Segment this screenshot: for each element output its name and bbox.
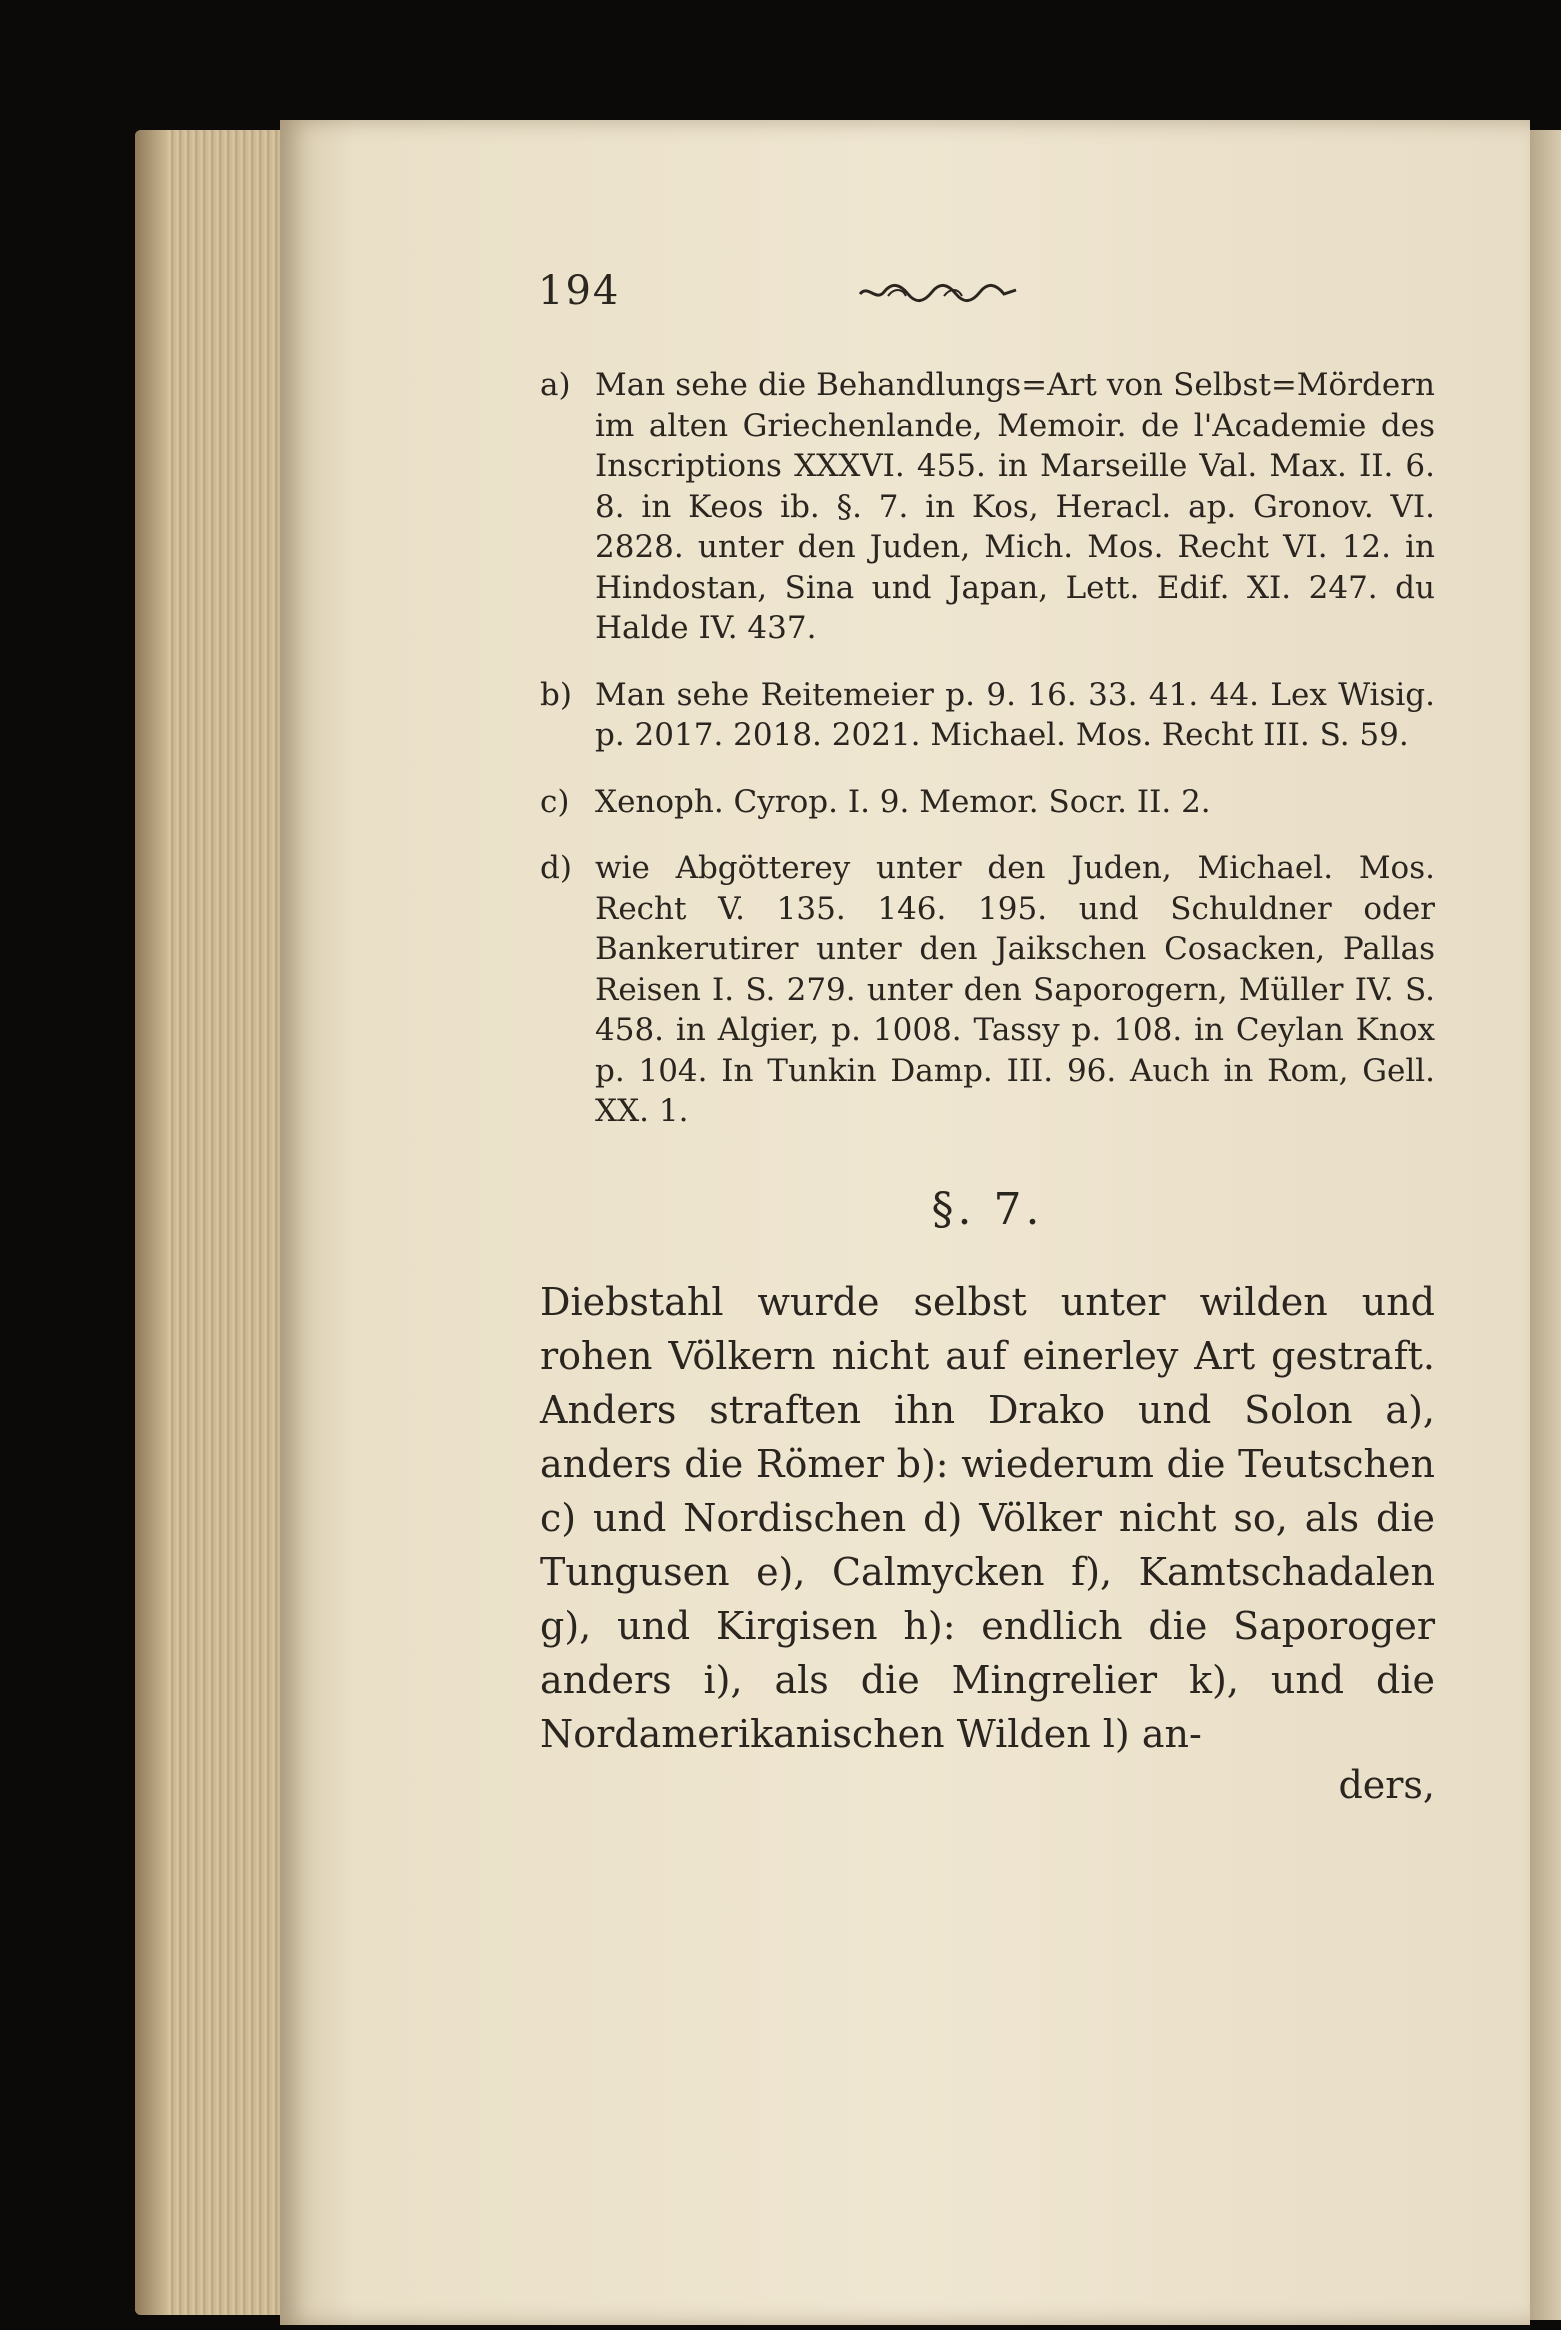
footnote-text: Man sehe Reitemeier p. 9. 16. 33. 41. 44. Lex Wisig. p. 2017. 2018. 2021. Michael. Mos. Recht III. S. 59. [595,676,1435,753]
footnote-b [540,675,1435,756]
ornament-rule-icon [858,282,1018,308]
page-edge-gilt [135,130,165,2315]
footnote-label: b) [540,676,572,713]
page-number: 194 [538,268,621,314]
footnote-label: c) [540,783,570,820]
footnote-a [540,365,1435,649]
footnote-label: a) [540,367,571,403]
section-heading: §. 7. [931,1183,1044,1235]
footnote-d [540,848,1435,1132]
footnote-text: Man sehe die Behandlungs=Art von Selbst=Mördern im alten Griechenlande, Memoir. de l'Academie des Inscriptions XXXVI. 455. in Marseille Val. Max. II. 6. 8. in Keos ib. §. 7. in Kos, Heracl. ap. Gronov. VI. 2828. unter den Juden, Mich. Mos. Recht VI. 12. in Hindostan, Sina und Japan, Lett. Edif. XI. 247. du Halde IV. 437. [595,367,1435,646]
footnote-text: Xenoph. Cyrop. I. 9. Memor. Socr. II. 2. [595,783,1211,820]
catchword: ders, [1338,1762,1435,1807]
footnote-label: d) [540,850,572,886]
section-paragraph: Diebstahl wurde selbst unter wilden und rohen Völkern nicht auf einerley Art gestraft. Anders straften ihn Drako und Solon a), anders die Römer b): wiederum die Teutschen c) und Nordischen d) Völker nicht so, als die Tungusen e), Calmycken f), Kamtschadalen g), und Kirgisen h): endlich die Saporoger anders i), als die Mingrelier k), und die Nordamerikanischen Wilden l) an- [540,1279,1435,1756]
footnotes [540,365,1435,1132]
page-header [538,268,1091,328]
footnote-c [540,782,1435,823]
page-content [540,365,1435,1807]
footnote-text: wie Abgötterey unter den Juden, Michael. Mos. Recht V. 135. 146. 195. und Schuldner oder Bankerutirer unter den Jaikschen Cosacken, Pallas Reisen I. S. 279. unter den Saporogern, Müller IV. S. 458. in Algier, p. 1008. Tassy p. 108. in Ceylan Knox p. 104. In Tunkin Damp. III. 96. Auch in Rom, Gell. XX. 1. [595,850,1435,1129]
